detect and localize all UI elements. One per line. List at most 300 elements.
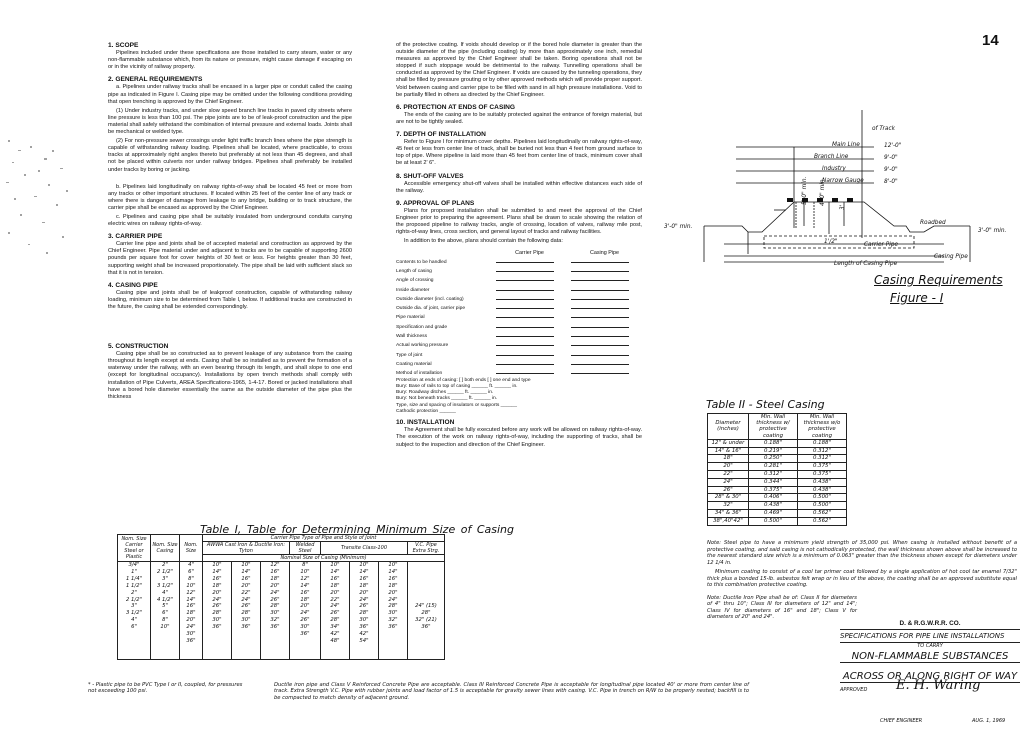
title-line-3: NON-FLAMMABLE SUBSTANCES: [840, 649, 1020, 663]
table-2-header: Min. Wall thickness w/ protective coating: [749, 414, 798, 440]
spec-blank[interactable]: [567, 368, 642, 377]
section-general: [108, 76, 352, 228]
table-cell: [408, 631, 445, 638]
spec-form: [396, 250, 642, 415]
table-cell: 20": [708, 463, 749, 471]
spec-blank[interactable]: [492, 312, 567, 321]
section-construction: [108, 343, 352, 401]
blank-line[interactable]: [571, 312, 629, 318]
table-cell: 0.219": [749, 447, 798, 455]
section-heading: 2. GENERAL REQUIREMENTS: [108, 76, 203, 84]
table-cell: 14" & 16": [708, 447, 749, 455]
table-cell: 16": [290, 590, 321, 597]
table-row: [118, 638, 445, 645]
table-cell: 0.375": [798, 463, 847, 471]
section-paragraph: Carrier line pipe and joints shall be of accepted material and construction as approved by the Chief Engineer. Pipe material under and adjacent to tracks are to be capable of supporting 2600 pounds per square foot for cover heights of 30 feet or less. For heights greater than 30 feet, supporting weight shall be increased proportionately. The pipe shall be laid with sufficient slack so that it is not in tension.: [108, 241, 352, 276]
fig-label-of-track: of Track: [872, 126, 896, 132]
table-cell: [408, 652, 445, 659]
table-row: [118, 603, 445, 610]
table-cell: 18": [708, 455, 749, 463]
table-cell: 32": [261, 617, 290, 624]
blank-line[interactable]: [571, 303, 629, 309]
spec-blank[interactable]: [567, 340, 642, 349]
figure-label: Figure - I: [890, 291, 944, 305]
blank-line[interactable]: [571, 340, 629, 346]
table-cell: 30": [379, 610, 408, 617]
table-cell: 24": [321, 603, 350, 610]
blank-line[interactable]: [496, 285, 554, 291]
spec-row-label: Coating material: [396, 361, 432, 367]
table-cell: [290, 638, 321, 645]
table-cell: 28": [203, 610, 232, 617]
table-cell: 32": [379, 617, 408, 624]
table-cell: 24" (15): [408, 603, 445, 610]
table-cell: 22": [321, 597, 350, 604]
spec-blank[interactable]: [567, 257, 642, 266]
fig-label-branch-value: 9'-0": [884, 155, 898, 161]
blank-line[interactable]: [496, 303, 554, 309]
table-cell: 20": [379, 590, 408, 597]
table-1-header: Transite Class-100: [321, 542, 408, 555]
table-row: [118, 624, 445, 631]
spec-row: [396, 350, 642, 359]
table-row: [118, 610, 445, 617]
table-cell: 2 1/2": [118, 597, 151, 604]
table-cell: 4 1/2": [151, 597, 180, 604]
table-cell: [321, 645, 350, 652]
table-cell: [180, 645, 203, 652]
table-cell: [118, 645, 151, 652]
blank-line[interactable]: [496, 350, 554, 356]
spec-extra-lines: [396, 378, 642, 416]
section-heading: 1. SCOPE: [108, 42, 139, 49]
table-row: [118, 576, 445, 583]
spec-blank[interactable]: [567, 322, 642, 331]
blank-line[interactable]: [496, 368, 554, 374]
table-cell: 42": [321, 631, 350, 638]
table-cell: 20": [350, 590, 379, 597]
table-cell: 20": [261, 583, 290, 590]
spec-rows: [396, 257, 642, 378]
table-cell: 30": [180, 631, 203, 638]
table-2-title: Table II - Steel Casing: [706, 398, 825, 411]
table-cell: 3": [118, 603, 151, 610]
table-cell: 14": [379, 569, 408, 576]
date-label: AUG. 1, 1969: [972, 718, 1006, 724]
table-cell: 16": [180, 603, 203, 610]
section-paragraph: of the protective coating. If voids should develop or if the bored hole diameter is greater than the outside diameter of the pipe (including coating) by more than approximately one inch, remedial measures as approved by the Chief Engineer shall be taken. Boring operations shall not be stopped if such stoppage would be detrimental to the railway. Tunnelling operations shall be conducted as approved by the Chief Engineer. If voids are caused by the tunneling operations, they shall be filled by pressure grouting or by other approved methods which will provide proper support. Void between casing and carrier pipe to be filled with sand in all high pressure installations. Void to be partially filled in others as directed by the Chief Engineer.: [396, 42, 642, 98]
table-cell: 1 1/2": [118, 583, 151, 590]
table-cell: 6": [151, 610, 180, 617]
section-heading: 3. CARRIER PIPE: [108, 233, 163, 241]
spec-extra-line: Bury: Not beneath tracks ______ ft. ______ in.: [396, 396, 498, 402]
table-cell: 18": [180, 610, 203, 617]
section-paragraph: (2) For non-pressure sewer crossings under light traffic branch lines where the pipe strength is capable of withstanding railway loading. Pipelines shall be located, where practicable, to cross tracks at approximately right angles thereto but preferably at not less than 45 degrees, and shall not be placed within culverts nor under railway bridges. Pipelines shall preferably be installed under tracks by boring or jacking.: [108, 138, 352, 173]
blank-line[interactable]: [496, 340, 554, 346]
table-cell: [151, 652, 180, 659]
blank-line[interactable]: [571, 350, 629, 356]
table-row: [708, 486, 847, 494]
table-row: [118, 583, 445, 590]
table-cell: 26": [708, 486, 749, 494]
section-scope: [108, 42, 352, 71]
table-1-footer-note: Ductile iron pipe and Class V Reinforced Concrete Pipe are acceptable. Class III Reinforced Concrete Pipe is acceptable for longitudinal pipe located 40' or more from center line of track. Extra Strength V.C. Pipe with rubber joints and load factor of 1.5 is acceptable for gravity sewer lines with casing. V.C. Pipe in trench on R/W to be properly nested; backfill is to be compacted to match density of adjacent ground.: [274, 682, 749, 701]
table-cell: 20": [203, 590, 232, 597]
spec-row: [396, 368, 642, 377]
spec-row: [396, 303, 642, 312]
table-row: [118, 569, 445, 576]
table-cell: 36": [408, 624, 445, 631]
fig-label-main-line: Main Line: [832, 142, 860, 148]
blank-line[interactable]: [571, 322, 629, 328]
table-cell: 0.375": [798, 471, 847, 479]
spec-blank[interactable]: [492, 322, 567, 331]
blank-line[interactable]: [571, 359, 629, 365]
table-1-group-header: Carrier Pipe Type of Pipe and Style of Joint: [203, 535, 445, 542]
table-cell: 10": [232, 562, 261, 569]
table-cell: 3 1/2": [151, 583, 180, 590]
table-cell: 16": [232, 576, 261, 583]
table-cell: 2": [151, 562, 180, 569]
spec-blank[interactable]: [492, 331, 567, 340]
section-valves: [396, 173, 642, 195]
table-1-header: V.C. Pipe Extra Strg.: [408, 542, 445, 555]
table-1-notes: * - Plastic pipe to be PVC Type I or II, coupled, for pressures not exceeding 100 psi.: [88, 682, 243, 695]
page-number: 14: [982, 32, 999, 49]
table-cell: 0.312": [798, 447, 847, 455]
table-cell: 26": [350, 603, 379, 610]
table-cell: [321, 652, 350, 659]
blank-line[interactable]: [571, 368, 629, 374]
table-cell: 10": [290, 569, 321, 576]
table-cell: [261, 631, 290, 638]
table-cell: 8": [290, 562, 321, 569]
blank-line[interactable]: [571, 266, 629, 272]
table-cell: 0.375": [749, 486, 798, 494]
table-cell: [408, 569, 445, 576]
table-cell: 38",40"42": [708, 517, 749, 525]
blank-line[interactable]: [496, 266, 554, 272]
table-cell: 4": [151, 590, 180, 597]
section-heading: 7. DEPTH OF INSTALLATION: [396, 131, 486, 139]
note: Minimum coating to consist of a cool tar primer coat followed by a single application of hot cool tar enamel 7/32" thick plus a bonded 15-lb. asbestos felt wrap or in lieu of the above, the coating shall be an approved substitute equal to this combination protective coating.: [707, 569, 1017, 588]
spec-extra-line: Cathodic protection ______: [396, 408, 456, 414]
table-1-header: Nom. Size: [180, 535, 203, 562]
table-cell: [261, 638, 290, 645]
table-row: [118, 617, 445, 624]
spec-blank[interactable]: [492, 294, 567, 303]
table-cell: 28": [379, 603, 408, 610]
section-paragraph: Casing pipe and joints shall be of leakproof construction, capable of withstanding railway loading, minimum size to be determined from Table I, below. If additional tracks are constructed in the future, the casing shall be extended correspondingly.: [108, 289, 352, 310]
spec-row-label: Wall thickness: [396, 334, 428, 340]
table-cell: 36": [350, 624, 379, 631]
table-row: [708, 447, 847, 455]
table-cell: 8": [180, 576, 203, 583]
table-cell: [408, 638, 445, 645]
table-cell: 1 1/4": [118, 576, 151, 583]
table-cell: 18": [203, 583, 232, 590]
spec-blank[interactable]: [567, 285, 642, 294]
table-cell: 20": [290, 603, 321, 610]
table-cell: [203, 645, 232, 652]
blank-line[interactable]: [496, 331, 554, 337]
section-heading: 9. APPROVAL OF PLANS: [396, 199, 475, 207]
blank-line[interactable]: [571, 331, 629, 337]
table-cell: 36": [232, 624, 261, 631]
spec-blank[interactable]: [492, 275, 567, 284]
spec-extra-line: Protection at ends of casing: [ ] both ends [ ] one end and type: [396, 377, 531, 383]
table-cell: [408, 590, 445, 597]
blank-line[interactable]: [571, 294, 629, 300]
table-cell: 26": [203, 603, 232, 610]
spec-row: [396, 359, 642, 368]
table-cell: 24": [350, 597, 379, 604]
table-1-title: Table I, Table for Determining Minimum Size of Casing: [200, 523, 514, 536]
fig-label-casing-pipe: Casing Pipe: [934, 254, 968, 260]
table-cell: 0.312": [798, 455, 847, 463]
table-cell: 24": [232, 597, 261, 604]
spec-row-label: Length of casing: [396, 268, 432, 274]
spec-blank[interactable]: [567, 294, 642, 303]
fig-label-3ft: 3': [840, 204, 846, 210]
spec-blank[interactable]: [567, 266, 642, 275]
table-cell: 0.250": [749, 455, 798, 463]
table-cell: 16": [350, 576, 379, 583]
fig-label-branch-line: Branch Line: [814, 154, 849, 160]
table-cell: [379, 652, 408, 659]
table-cell: 16": [203, 576, 232, 583]
table-row: [118, 652, 445, 659]
table-cell: 36": [180, 638, 203, 645]
spec-extra-line: Bury: Base of rails to top of casing ______ ft. ______ in.: [396, 383, 518, 389]
section-heading: 4. CASING PIPE: [108, 281, 158, 289]
table-1: [117, 534, 445, 660]
spec-blank[interactable]: [492, 368, 567, 377]
table-1-subheader: Nominal Size of Casing (Minimum): [203, 555, 445, 562]
spec-blank[interactable]: [492, 266, 567, 275]
table-cell: 28": [321, 617, 350, 624]
spec-row: [396, 294, 642, 303]
note: Note: Ductile Iron Pipe shall be of: Class II for diameters of 4" thru 10"; Class III for diameters of 12" and 14"; Class IV for diameters of 16" and 18"; Class V for diameters of 20" and 24".: [707, 594, 857, 620]
table-2: [707, 413, 847, 526]
spec-row-label: Outside dia. of joint, carrier pipe: [396, 306, 466, 312]
fig-label-right-min: 3'-0" min.: [978, 228, 1007, 234]
blank-line[interactable]: [571, 275, 629, 281]
table-cell: 0.469": [749, 509, 798, 517]
table-cell: [151, 645, 180, 652]
table-cell: 0.562": [798, 517, 847, 525]
section-heading: 6. PROTECTION AT ENDS OF CASING: [396, 103, 516, 111]
table-cell: 2": [118, 590, 151, 597]
fig-label-roadbed: Roadbed: [920, 220, 946, 226]
spec-form-table: [396, 250, 642, 377]
table-row: [708, 455, 847, 463]
spec-row: [396, 275, 642, 284]
table-cell: 22": [708, 471, 749, 479]
table-cell: 0.188": [798, 439, 847, 447]
table-row: [708, 517, 847, 525]
table-cell: 30": [290, 624, 321, 631]
table-cell: [203, 631, 232, 638]
table-1-body: [118, 562, 445, 660]
table-cell: 1": [118, 569, 151, 576]
table-cell: [232, 652, 261, 659]
right-column: [396, 42, 642, 454]
fig-label-narrow-gauge: Narrow Gauge: [822, 178, 864, 184]
table-cell: 10": [203, 562, 232, 569]
spec-row: [396, 312, 642, 321]
table-cell: 14": [290, 583, 321, 590]
table-cell: 0.406": [749, 494, 798, 502]
table-row: [708, 439, 847, 447]
section-heading: 8. SHUT-OFF VALVES: [396, 172, 464, 180]
spec-row-label: Angle of crossing: [396, 278, 434, 284]
table-cell: 28": [261, 603, 290, 610]
table-cell: 10": [350, 562, 379, 569]
table-cell: [151, 631, 180, 638]
table-cell: 12": [180, 590, 203, 597]
table-cell: 3": [151, 576, 180, 583]
table-cell: 30": [232, 617, 261, 624]
table-cell: 14": [203, 569, 232, 576]
table-cell: [408, 645, 445, 652]
table-cell: 26": [321, 610, 350, 617]
table-cell: 0.562": [798, 509, 847, 517]
spec-row-label: Inside diameter: [396, 287, 430, 293]
table-cell: 3/4": [118, 562, 151, 569]
chief-engineer-label: CHIEF ENGINEER: [880, 718, 923, 724]
fig-label-carrier-pipe: Carrier Pipe: [864, 242, 899, 248]
table-cell: [408, 562, 445, 569]
table-cell: 26": [232, 603, 261, 610]
table-cell: 24": [379, 597, 408, 604]
table-cell: 4": [118, 617, 151, 624]
blank-line[interactable]: [571, 285, 629, 291]
table-row: [708, 509, 847, 517]
blank-line[interactable]: [571, 257, 629, 263]
right-notes: [707, 540, 1017, 621]
table-cell: 36": [290, 631, 321, 638]
table-cell: [290, 652, 321, 659]
fig-label-4ft-min: 4'-0" min.: [820, 177, 826, 206]
section-paragraph: Accessible emergency shut-off valves shall be installed within effective distances each side of the railway.: [396, 180, 642, 194]
section-plans: [396, 200, 642, 246]
section-paragraph: c. Pipelines and casing pipe shall be suitably insulated from underground conduits carrying electric wires on railway rights-of-way.: [108, 213, 352, 228]
table-cell: [379, 645, 408, 652]
spec-blank[interactable]: [492, 257, 567, 266]
spec-blank[interactable]: [492, 340, 567, 349]
table-cell: [151, 638, 180, 645]
spec-blank[interactable]: [492, 303, 567, 312]
spec-blank[interactable]: [567, 359, 642, 368]
table-row: [118, 562, 445, 569]
table-2-body: [708, 439, 847, 525]
scan-edge-noise: [0, 0, 78, 742]
table-cell: [350, 652, 379, 659]
table-cell: 4": [180, 562, 203, 569]
table-cell: 0.312": [749, 471, 798, 479]
table-cell: 18": [350, 583, 379, 590]
table-cell: 0.438": [749, 502, 798, 510]
table-cell: 34": [321, 624, 350, 631]
spec-blank[interactable]: [567, 331, 642, 340]
section-paragraph: (1) Under industry tracks, and under slow speed branch line tracks in paved city streets where line pressure is less than 100 psi. The pipe joints are to be of leak-proof construction and the pipe material shall safely withstand the combination of internal pressure and external loads. Joints shall be mechanical or welded type.: [108, 107, 352, 136]
table-cell: 3 1/2": [118, 610, 151, 617]
table-cell: 30": [350, 617, 379, 624]
table-cell: 24": [708, 478, 749, 486]
spec-row-label: Specification and grade: [396, 324, 448, 330]
table-cell: 36": [203, 624, 232, 631]
table-cell: 20": [232, 583, 261, 590]
table-row: [708, 478, 847, 486]
spec-blank[interactable]: [567, 303, 642, 312]
table-cell: 16": [261, 569, 290, 576]
table-cell: 32": [708, 502, 749, 510]
table-1-header: AWWA Cast Iron & Ductile Iron: Tyton: [203, 542, 290, 555]
approved-label: APPROVED: [840, 687, 868, 693]
table-cell: 18": [379, 583, 408, 590]
blank-line[interactable]: [496, 312, 554, 318]
table-cell: 2 1/2": [151, 569, 180, 576]
section-heading: 5. CONSTRUCTION: [108, 343, 169, 351]
spec-blank[interactable]: [567, 275, 642, 284]
section-paragraph: Pipelines included under these specifications are those installed to carry steam, water or any non-flammable substance which, from its nature or pressure, might cause damage if escaping on or in the vicinity of railway property.: [108, 50, 352, 71]
table-cell: 0.438": [798, 478, 847, 486]
table-cell: 24": [290, 610, 321, 617]
table-cell: 14": [321, 569, 350, 576]
section-paragraph: In addition to the above, plans should contain the following data:: [404, 238, 563, 245]
table-cell: [203, 638, 232, 645]
table-cell: 12" & under: [708, 439, 749, 447]
spec-row: [396, 340, 642, 349]
table-cell: [118, 652, 151, 659]
blank-line[interactable]: [496, 322, 554, 328]
spec-blank[interactable]: [492, 350, 567, 359]
table-cell: 24": [180, 624, 203, 631]
spec-row-label: Method of installation: [396, 371, 443, 377]
table-cell: 10": [180, 583, 203, 590]
table-cell: 28": [350, 610, 379, 617]
table-cell: 36": [261, 624, 290, 631]
spec-blank[interactable]: [567, 350, 642, 359]
section-casing: [108, 282, 352, 311]
table-row: [118, 645, 445, 652]
spec-blank[interactable]: [492, 359, 567, 368]
table-cell: 6": [118, 624, 151, 631]
spec-row: [396, 322, 642, 331]
table-cell: 5": [151, 603, 180, 610]
spec-blank[interactable]: [492, 285, 567, 294]
section-carrier: [108, 233, 352, 277]
table-cell: 16": [379, 576, 408, 583]
spec-row-label: Actual working pressure: [396, 343, 449, 349]
blank-line[interactable]: [496, 275, 554, 281]
table-cell: 28": [232, 610, 261, 617]
table-cell: 48": [321, 638, 350, 645]
table-cell: 12": [261, 562, 290, 569]
table-cell: 18": [290, 597, 321, 604]
blank-line[interactable]: [496, 257, 554, 263]
table-cell: 8": [151, 617, 180, 624]
blank-line[interactable]: [496, 359, 554, 365]
table-cell: [118, 638, 151, 645]
spec-extra-line: Type, size and spacing of insulators or supports ______: [396, 402, 517, 408]
spec-blank[interactable]: [567, 312, 642, 321]
table-2-header: Diameter (inches): [708, 414, 749, 440]
table-row: [708, 502, 847, 510]
blank-line[interactable]: [496, 294, 554, 300]
table-cell: 14": [232, 569, 261, 576]
